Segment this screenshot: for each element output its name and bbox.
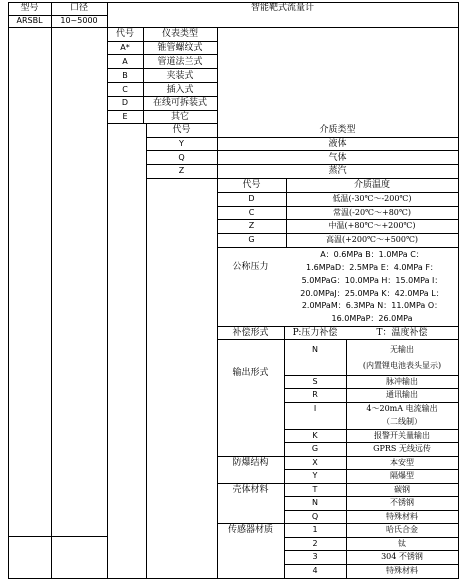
medium-label: 蒸汽: [328, 166, 347, 176]
grid-line: [284, 496, 459, 497]
grid-line: [146, 123, 147, 579]
grid-line: [284, 550, 459, 551]
temp-type-header: 介质温度: [353, 180, 390, 190]
pressure-line: 5.0MPaG：10.0MPa H：15.0MPa I：: [301, 276, 443, 285]
pressure-line: 16.0MPaP：26.0MPa: [331, 314, 413, 323]
grid-line: [217, 233, 459, 234]
explosion-desc: 本安型: [390, 458, 414, 467]
model-value: ARSBL: [16, 16, 43, 25]
pressure-line: A：0.6MPa B：1.0MPa C：: [320, 250, 424, 259]
grid-line: [51, 2, 52, 579]
grid-line: [217, 27, 218, 579]
grid-line: [107, 68, 217, 69]
model-header: 型号: [20, 3, 39, 13]
temp-label: 常温(-20℃～+80℃): [333, 208, 411, 217]
install-code: A: [122, 57, 128, 66]
output-desc: GPRS 无线远传: [373, 444, 431, 453]
install-code: B: [122, 71, 128, 80]
install-label: 插入式: [166, 85, 194, 95]
install-label: 其它: [170, 112, 189, 122]
grid-line: [8, 536, 108, 537]
pressure-label: 公称压力: [232, 262, 269, 272]
caliber-header: 口径: [69, 3, 88, 13]
grid-line: [146, 164, 459, 165]
shell-code: N: [312, 498, 318, 507]
sensor-label: 传感器材质: [227, 525, 273, 535]
grid-line: [284, 564, 459, 565]
shell-label: 壳体材料: [232, 485, 269, 495]
install-label: 管道法兰式: [157, 57, 203, 67]
grid-line: [107, 110, 217, 111]
shell-desc: 碳钢: [394, 485, 410, 494]
output-code: R: [312, 390, 318, 399]
sensor-desc: 钛: [398, 539, 406, 548]
output-code: S: [312, 377, 318, 386]
output-code: N: [312, 345, 318, 354]
output-code: I: [313, 404, 317, 413]
temp-label: 高温(+200℃～+500℃): [325, 235, 419, 244]
medium-code: Q: [178, 153, 185, 162]
grid-line: [284, 469, 459, 470]
grid-line: [217, 219, 459, 220]
grid-line: [284, 375, 459, 376]
temp-label: 中温(+80℃～+200℃): [328, 221, 416, 230]
temp-code: D: [248, 194, 255, 203]
output-desc: （二线制）: [382, 417, 422, 426]
grid-line: [217, 192, 459, 193]
grid-line: [107, 41, 217, 42]
output-desc: 脉冲输出: [386, 377, 418, 386]
grid-line: [217, 206, 459, 207]
temp-code: C: [248, 208, 255, 217]
shell-desc: 特殊材料: [386, 512, 418, 521]
grid-line: [217, 456, 459, 457]
shell-code: T: [312, 485, 318, 494]
shell-code: Q: [311, 512, 319, 521]
grid-line: [284, 429, 459, 430]
grid-line: [107, 82, 217, 83]
grid-line: [217, 247, 459, 248]
sensor-code: 2: [312, 539, 318, 548]
explosion-desc: 隔爆型: [390, 471, 414, 480]
grid-line: [107, 96, 217, 97]
explosion-code: Y: [312, 471, 318, 480]
explosion-label: 防爆结构: [232, 458, 269, 468]
install-type-header: 仪表类型: [161, 29, 198, 39]
install-label: 在线可拆装式: [152, 98, 207, 108]
grid-line: [107, 54, 217, 55]
temp-code: G: [248, 235, 255, 244]
pressure-line: 2.0MPaM：6.3MPa N：11.0MPa O：: [301, 301, 443, 310]
grid-line: [284, 510, 459, 511]
grid-line: [146, 178, 459, 179]
grid-line: [217, 483, 459, 484]
grid-line: [146, 137, 459, 138]
output-desc: 无输出: [390, 345, 414, 354]
grid-line: [8, 2, 9, 579]
temp-label: 低温(-30℃～-200℃): [332, 194, 412, 203]
install-code: E: [122, 112, 128, 121]
compensation-label: 补偿形式: [232, 328, 269, 338]
sensor-desc: 特殊材料: [386, 566, 418, 575]
grid-line: [284, 442, 459, 443]
output-label: 输出形式: [232, 368, 269, 378]
pressure-line: 1.6MPaD：2.5MPa E：4.0MPa F：: [306, 263, 438, 272]
temp-code-header: 代号: [242, 180, 261, 190]
output-code: K: [312, 431, 318, 440]
shell-desc: 不锈钢: [390, 498, 414, 507]
medium-code: Z: [178, 166, 185, 175]
grid-line: [284, 402, 459, 403]
medium-code: Y: [179, 139, 184, 148]
sensor-desc: 哈氏合金: [386, 525, 418, 534]
install-label: 锥管螺纹式: [157, 43, 203, 53]
sensor-code: 4: [312, 566, 318, 575]
sensor-code: 1: [312, 525, 318, 534]
medium-label: 液体: [328, 139, 347, 149]
install-code-header: 代号: [115, 29, 134, 39]
grid-line: [217, 326, 459, 327]
output-code: G: [311, 444, 319, 453]
medium-type-header: 介质类型: [319, 125, 356, 135]
sensor-desc: 304 不锈钢: [381, 552, 423, 561]
medium-code-header: 代号: [172, 125, 191, 135]
output-desc: 报警开关量输出: [374, 431, 430, 440]
grid-line: [284, 537, 459, 538]
grid-line: [8, 27, 459, 28]
medium-label: 气体: [328, 153, 347, 163]
grid-line: [8, 578, 459, 579]
caliber-value: 10~5000: [60, 16, 98, 25]
install-code: C: [122, 85, 128, 94]
grid-line: [217, 339, 459, 340]
temp-code: Z: [248, 221, 255, 230]
install-code: A*: [120, 43, 130, 52]
install-label: 夹装式: [166, 71, 194, 81]
compensation-temperature: T：温度补偿: [376, 328, 428, 338]
grid-line: [146, 150, 459, 151]
grid-line: [107, 123, 217, 124]
grid-line: [284, 388, 459, 389]
install-code: D: [121, 98, 129, 107]
output-desc: (内置锂电池表头显示): [362, 361, 442, 370]
explosion-code: X: [312, 458, 318, 467]
table-title: 智能靶式流量计: [250, 3, 314, 13]
grid-line: [458, 2, 459, 579]
grid-line: [217, 523, 459, 524]
compensation-pressure: P:压力补偿: [292, 328, 338, 338]
sensor-code: 3: [312, 552, 318, 561]
pressure-line: 20.0MPaJ：25.0MPa K：42.0MPa L：: [300, 289, 444, 298]
output-desc: 4～20mA 电流输出: [366, 404, 438, 413]
output-desc: 通讯输出: [386, 390, 418, 399]
